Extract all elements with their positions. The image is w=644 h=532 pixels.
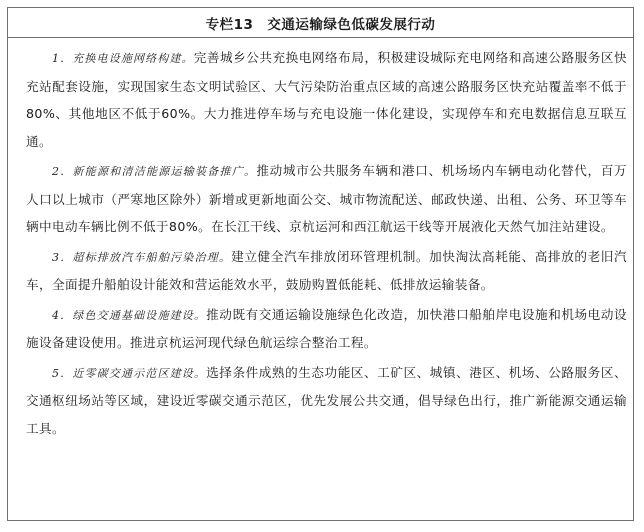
action-item-1 (26, 44, 627, 155)
action-item-2 (26, 157, 627, 241)
action-item-1-body: 完善城乡公共充换电网络布局，积极建设城际充电网络和高速公路服务区快充站配套设施，实现国家生态文明试验区、大气污染防治重点区域的高速公路服务区快充站覆盖率不低于80%、其他地区不低于60%。大力推进停车场与充电设施一体化建设，实现停车和充电数据信息互联互通。 (26, 50, 628, 149)
action-item-4-heading: 4．绿色交通基础设施建设。 (52, 308, 207, 322)
action-item-5 (26, 359, 627, 443)
column-content (8, 38, 633, 442)
action-item-2-heading: 2．新能源和清洁能源运输装备推广。 (52, 165, 257, 178)
action-item-4-body: 推动既有交通运输设施绿色化改造，加快港口船舶岸电设施和机场电动设施设备建设使用。推进京杭运河现代绿色航运综合整治工程。 (26, 306, 627, 350)
action-item-3-body: 建立健全汽车排放闭环管理机制。加快淘汰高耗能、高排放的老旧汽车，全面提升船舶设计能效和营运能效水平，鼓励购置低能耗、低排放运输装备。 (26, 248, 628, 292)
action-item-4 (26, 301, 627, 357)
action-item-3-heading: 3．超标排放汽车船舶污染治理。 (52, 250, 232, 264)
column-label: 专栏13 (205, 16, 254, 33)
action-item-3 (26, 243, 627, 299)
column-box (7, 7, 634, 521)
action-item-5-heading: 5．近零碳交通示范区建设。 (52, 366, 207, 380)
action-item-1-heading: 1．充换电设施网络构建。 (52, 52, 194, 65)
action-item-2-body: 推动城市公共服务车辆和港口、机场场内车辆电动化替代，百万人口以上城市（严寒地区除外）新增或更新地面公交、城市物流配送、邮政快递、出租、公务、环卫等车辆中电动车辆比例不低于80%。在长江干线、京杭运河和西江航运干线等开展液化天然气加注站建设。 (26, 163, 628, 234)
column-title-bar (8, 8, 633, 38)
action-item-5-body: 选择条件成熟的生态功能区、工矿区、城镇、港区、机场、公路服务区、交通枢纽场站等区域，建设近零碳交通示范区，优先发展公共交通，倡导绿色出行，推广新能源交通运输工具。 (26, 364, 627, 436)
column-title: 交通运输绿色低碳发展行动 (267, 16, 436, 33)
